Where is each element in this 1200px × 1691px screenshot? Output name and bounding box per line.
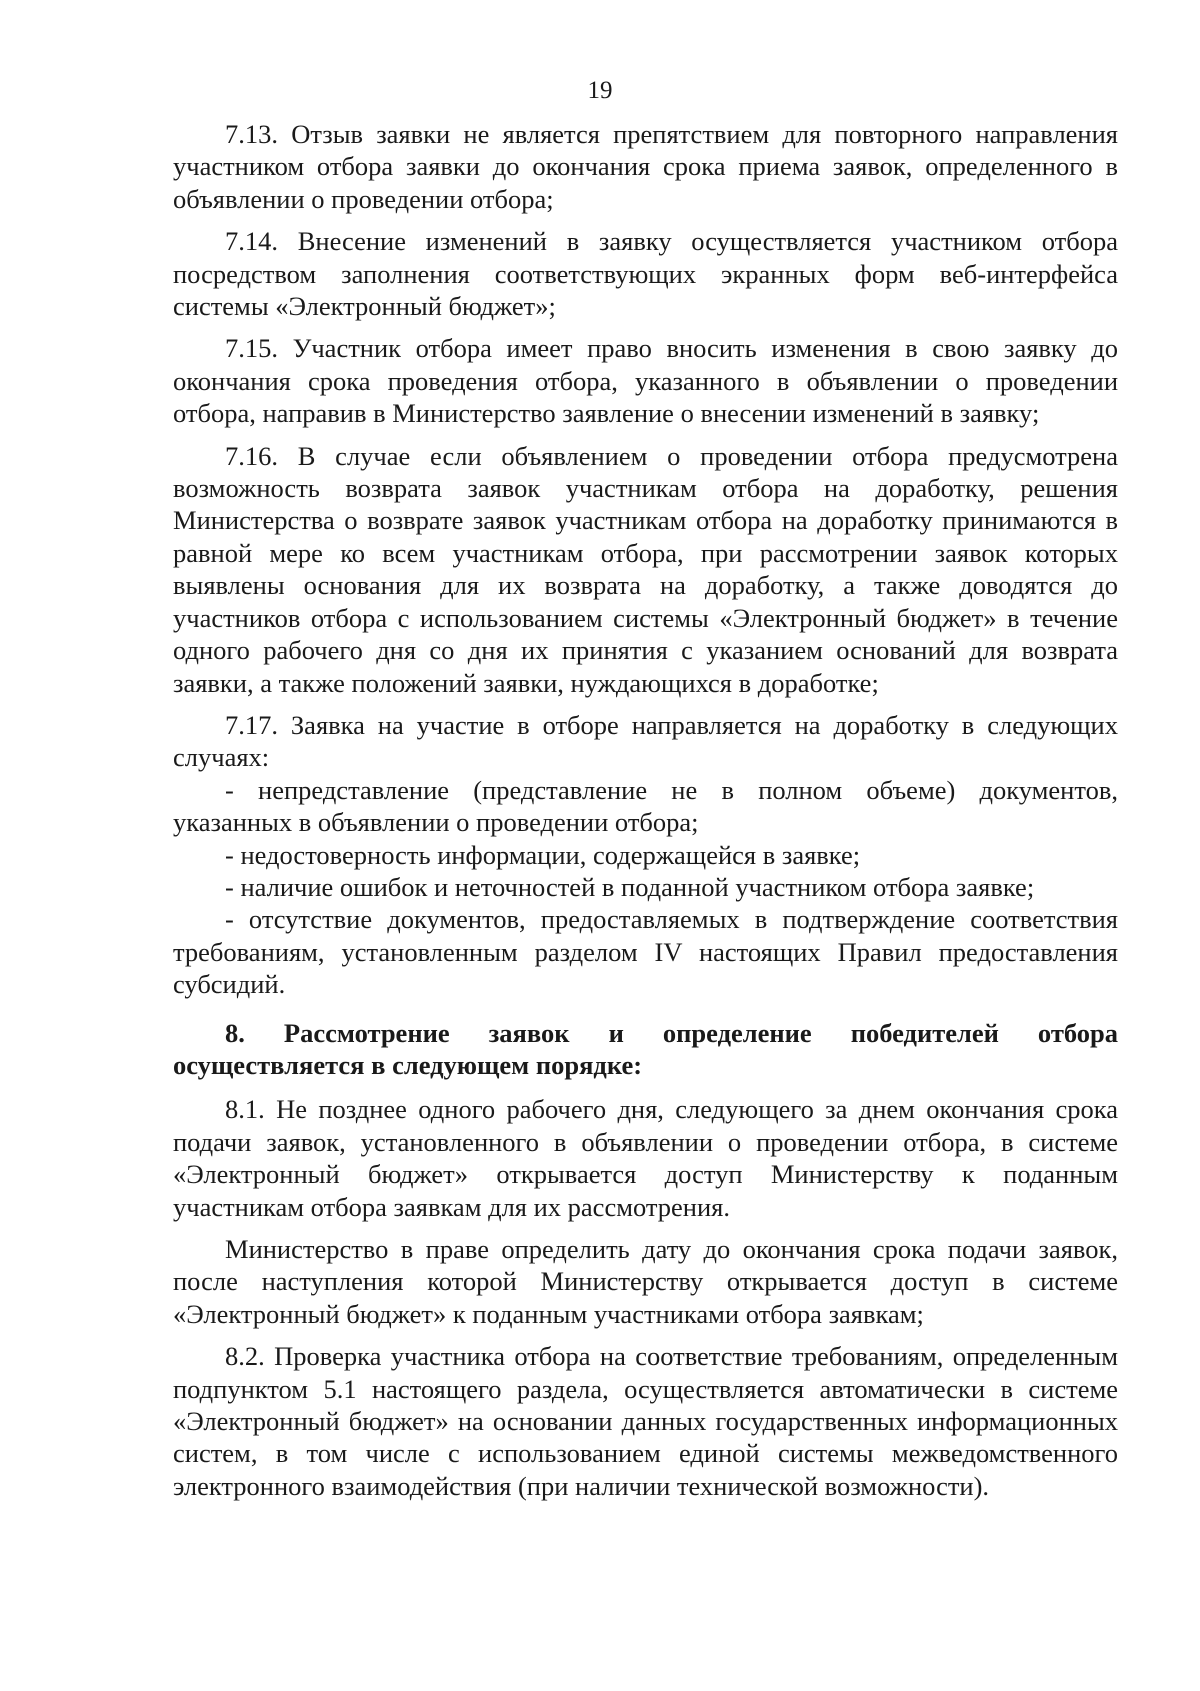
section-8-heading: 8. Рассмотрение заявок и определение победителей отбора осуществляется в следующем порядке: <box>173 1017 1118 1080</box>
document-body <box>173 118 1118 1512</box>
paragraph-8-2: 8.2. Проверка участника отбора на соответствие требованиям, определенным подпунктом 5.1 настоящего раздела, осуществляется автоматически в системе «Электронный бюджет» на основании данных государственных информационных систем, в том числе с использованием единой системы межведомственного электронного взаимодействия (при наличии технической возможности). <box>173 1341 1118 1501</box>
list-item-7-17-1: - непредставление (представление не в полном объеме) документов, указанных в объявлении о проведении отбора; <box>173 774 1118 838</box>
paragraph-8-1-continuation: Министерство в праве определить дату до окончания срока подачи заявок, после наступления которой Министерству открывается доступ в системе «Электронный бюджет» к поданным участниками отбора заявкам; <box>173 1234 1118 1329</box>
paragraph-7-17: 7.17. Заявка на участие в отборе направляется на доработку в следующих случаях: <box>173 709 1118 773</box>
list-item-7-17-3: - наличие ошибок и неточностей в поданной участником отбора заявке; <box>225 871 1035 902</box>
paragraph-7-16: 7.16. В случае если объявлением о проведении отбора предусмотрена возможность возврата заявок участникам отбора на доработку, решения Министерства о возврате заявок участникам отбора на доработку принимаются в равной мере ко всем участникам отбора, при рассмотрении заявок которых выявлены основания для их возврата на доработку, а также доводятся до участников отбора с использованием системы «Электронный бюджет» в течение одного рабочего дня со дня их принятия с указанием оснований для возврата заявки, а также положений заявки, нуждающихся в доработке; <box>173 440 1118 698</box>
paragraph-7-14: 7.14. Внесение изменений в заявку осуществляется участником отбора посредством заполнения соответствующих экранных форм веб-интерфейса системы «Электронный бюджет»; <box>173 226 1118 322</box>
list-item-7-17-4: - отсутствие документов, предоставляемых в подтверждение соответствия требованиям, установленным разделом IV настоящих Правил предоставления субсидий. <box>173 904 1118 1000</box>
list-item-7-17-2: - недостоверность информации, содержащейся в заявке; <box>225 839 861 870</box>
page-number: 19 <box>587 77 613 104</box>
paragraph-7-13: 7.13. Отзыв заявки не является препятствием для повторного направления участником отбора заявки до окончания срока приема заявок, определенного в объявлении о проведении отбора; <box>173 119 1118 214</box>
paragraph-7-15: 7.15. Участник отбора имеет право вносить изменения в свою заявку до окончания срока проведения отбора, указанного в объявлении о проведении отбора, направив в Министерство заявление о внесении изменений в заявку; <box>173 333 1118 429</box>
paragraph-8-1: 8.1. Не позднее одного рабочего дня, следующего за днем окончания срока подачи заявок, установленного в объявлении о проведении отбора, в системе «Электронный бюджет» открывается доступ Министерству к поданным участникам отбора заявкам для их рассмотрения. <box>173 1094 1118 1222</box>
